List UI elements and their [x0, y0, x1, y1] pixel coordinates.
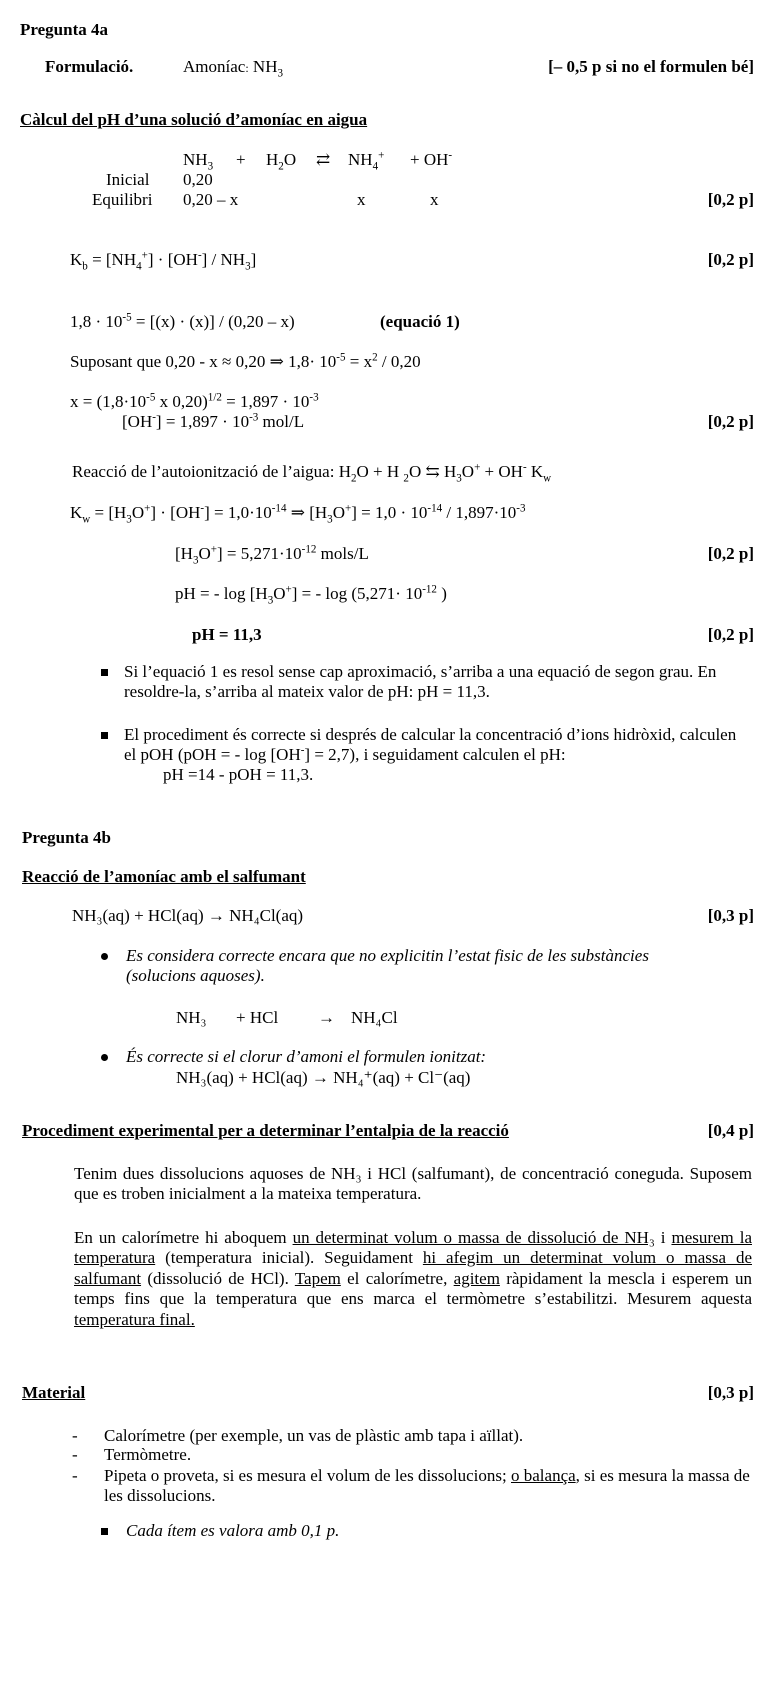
- ice-h2o: $H_2O$: [266, 150, 297, 173]
- heading-material: Material: [22, 1383, 86, 1402]
- ionized-equation: NH₃(aq) + HCl(aq) → NH₄⁺(aq) + Cl⁻(aq): [176, 1068, 471, 1087]
- heading-pregunta-4b: Pregunta 4b: [22, 828, 111, 847]
- dash-bullet-icon: -: [72, 1466, 78, 1485]
- heading-reaccio: Reacció de l’amoníac amb el salfumant: [22, 867, 306, 886]
- note-segon-grau: Si l’equació 1 es resol sense cap aproximació, s’arriba a una equació de segon grau. En resoldre-la, s’arriba al mateix valor de pH: pH = 11,3.: [124, 662, 717, 702]
- heading-procediment: Procediment experimental per a determinar l’entalpia de la reacció: [22, 1121, 509, 1140]
- dash-bullet-icon: -: [72, 1426, 78, 1445]
- x-solution: $x = (1,8\cdot 10^{-5}$ x $0,20)^{1/2} = 1,897 \cdot 10^{-3}$: [70, 391, 319, 411]
- equation-1: $1,8 \cdot 10^{-5} = [(x) \cdot (x)] / (0,20 - x)$: [70, 311, 295, 331]
- points-ph: [0,2 p]: [707, 625, 754, 644]
- material-item-pipeta: Pipeta o proveta, si es mesura el volum de les dissolucions; o balança, si es mesura la massa de les dissolucions.: [104, 1466, 750, 1506]
- points-oh: [0,2 p]: [707, 412, 754, 431]
- h3o-concentration: $[H_3O^+] = 5,271\cdot 10^{-12}$ mols/L: [175, 543, 369, 567]
- penalty-note: [– 0,5 p si no el formulen bé]: [548, 57, 754, 76]
- note-estat-fisic: Es considera correcte encara que no explicitin l’estat fisic de les substàncies (solucions aquoses).: [126, 946, 649, 986]
- points-reaction: [0,3 p]: [707, 906, 754, 925]
- round-bullet-icon: [101, 953, 108, 960]
- material-note: Cada ítem es valora amb 0,1 p.: [126, 1521, 340, 1540]
- ice-equilibri-value: 0,20 – x: [183, 190, 239, 209]
- note-ionitzat: És correcte si el clorur d’amoni el formulen ionitzat:: [126, 1047, 487, 1066]
- material-item-termometre: Termòmetre.: [104, 1445, 192, 1464]
- formulacio-label: Formulació.: [45, 57, 134, 76]
- ice-plus: +: [236, 150, 246, 169]
- approximation: Suposant que 0,20 - x ≈ 0,20 ⇒ $1,8\cdot 10^{-5} = x^2 / 0,20$: [70, 351, 421, 371]
- alt-reactant-hcl: + HCl: [236, 1008, 279, 1027]
- square-bullet-icon: [101, 732, 108, 739]
- points-h3o: [0,2 p]: [707, 544, 754, 563]
- ice-oh: + OH-: [410, 149, 453, 169]
- oh-concentration: $[OH^-] = 1,897 \cdot 10^{-3}$ mol/L: [122, 411, 305, 431]
- autoionization: Reacció de l’autoionització de l’aigua: $H_2O + H$ $_2$O ⇆ $H_3O^+ + OH^-$ $K_w$: [72, 461, 552, 485]
- kw-expression: $K_w = [H_3O^+] \cdot [OH^-] = 1,0\cdot 10^{-14}$ ⇒ $[H_3O^+] = 1,0 \cdot 10^{-14} / 1,897\cdot 10^{-3}$: [70, 502, 526, 526]
- reaction-equation: NH₃(aq) + HCl(aq) → NH₄Cl(aq): [72, 906, 304, 925]
- equilibrium-arrow-icon-2: ⇆: [425, 462, 440, 481]
- points-material: [0,3 p]: [707, 1383, 754, 1402]
- ph-result: pH = 11,3: [192, 625, 262, 644]
- points-procediment: [0,4 p]: [707, 1121, 754, 1140]
- procediment-intro: Tenim dues dissolucions aquoses de NH₃ i HCl (salfumant), de concentració coneguda. Suposem que es troben inicialment a la mateixa temperatura.: [74, 1164, 752, 1204]
- ice-x-nh4: x: [357, 190, 366, 209]
- dash-bullet-icon: -: [72, 1445, 78, 1464]
- kb-expression: $K_b = [NH_4^+] \cdot [OH^-] / NH_3$]: [70, 249, 257, 273]
- heading-pregunta-4a: Pregunta 4a: [20, 20, 108, 39]
- points-ice: [0,2 p]: [707, 190, 754, 209]
- points-kb: [0,2 p]: [707, 250, 754, 269]
- square-bullet-icon: [101, 669, 108, 676]
- ice-x-oh: x: [430, 190, 439, 209]
- round-bullet-icon: [101, 1054, 108, 1061]
- ice-row-equilibri: Equilibri: [92, 190, 153, 209]
- heading-calcul-ph: Càlcul del pH d’una solució d’amoníac en aigua: [20, 110, 368, 129]
- equilibrium-arrow-icon: ⇄: [316, 150, 331, 169]
- ph-expression: pH = - $\log [H_3O^+]$ = - $\log (5,271\cdot 10^{-12}$ ): [175, 583, 447, 607]
- note-poh-result: pH =14 - pOH = 11,3.: [163, 765, 314, 784]
- alt-product: NH₄Cl: [351, 1008, 398, 1027]
- ice-inicial-value: 0,20: [183, 170, 213, 189]
- reaction-arrow-icon: →: [318, 1008, 335, 1027]
- alt-reactant-nh3: NH₃: [176, 1008, 207, 1027]
- equation-1-label: (equació 1): [380, 312, 460, 331]
- amoniac-formula: Amoníac: $NH_3$: [183, 57, 284, 80]
- note-poh: El procediment és correcte si després de calcular la concentració d’ions hidròxid, calculen el pOH (pOH = - log [OH-] = 2,7), i seguidament calculen el pH:: [124, 725, 737, 765]
- ice-nh3: $NH_3$: [183, 150, 214, 173]
- material-item-calorimetre: Calorímetre (per exemple, un vas de plàstic amb tapa i aïllat).: [104, 1426, 524, 1445]
- ice-row-inicial: Inicial: [106, 170, 150, 189]
- procediment-steps: En un calorímetre hi aboquem un determinat volum o massa de dissolució de NH₃ i mesurem la temperatura (temperatura inicial). Seguidament hi afegim un determinat volum o massa de salfumant (dissolució de HCl). Tapem el calorímetre, agitem ràpidament la mescla i esperem un temps fins que la temperatura que ens marca el termòmetre s’estabilitzi. Mesurem aquesta temperatura final.: [74, 1228, 752, 1329]
- square-bullet-icon: [101, 1528, 108, 1535]
- ice-nh4: $NH_4^+$: [348, 149, 385, 173]
